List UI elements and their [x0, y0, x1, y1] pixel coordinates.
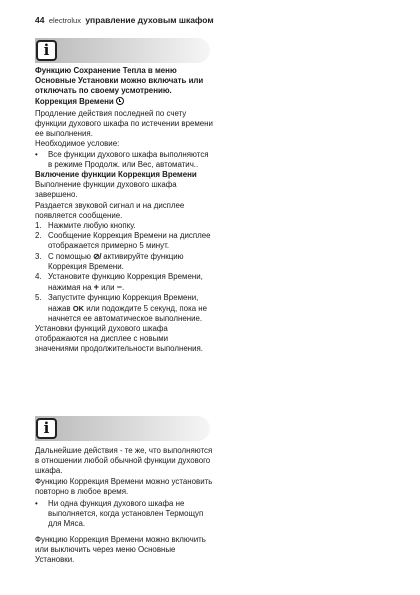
or-text: или — [101, 283, 115, 293]
step-number: 4. — [35, 272, 42, 282]
completed-text-1: Выполнение функции духового шкафа завершено. — [35, 180, 177, 200]
step-text: Нажмите любую кнопку. — [48, 221, 136, 231]
section-title: управление духовым шкафом — [85, 15, 214, 25]
list-item — [35, 150, 213, 170]
completed-text-2: Раздается звуковой сигнал и на дисплее появляется сообщение. — [35, 200, 185, 220]
note-2-paragraph-3: Функцию Коррекция Времени можно включить или выключить через меню Основные Установки. — [35, 534, 206, 565]
step-text-after: . — [122, 283, 125, 293]
info-icon: i — [36, 40, 57, 61]
condition-label: Необходимое условие: — [35, 139, 120, 149]
note-2-paragraph-1: Дальнейшие действия - те же, что выполняются в отношении любой обычной функции духового шкафа. — [35, 446, 213, 476]
info-note-band-2 — [35, 416, 210, 441]
list-item — [35, 252, 213, 272]
note-2-list — [35, 499, 213, 530]
bullet-icon: • — [35, 149, 38, 159]
step-text-after: или подождите 5 секунд, пока не начнется ее автоматическое выполнение. — [48, 303, 208, 323]
condition-bullet-text: Все функции духового шкафа выполняются в режиме Продолж. или Вес, автоматич.. — [48, 149, 209, 169]
note-1-text: Функцию Сохранение Тепла в меню Основные Установки можно включать или отключать по своему усмотрению. — [35, 66, 204, 96]
plus-icon: + — [93, 282, 99, 293]
info-note-band-1 — [35, 38, 210, 63]
list-item — [35, 221, 213, 231]
list-item — [35, 272, 213, 293]
note-2-paragraph-2: Функцию Коррекция Времени можно установить повторно в любое время. — [35, 476, 213, 496]
steps-list — [35, 221, 213, 324]
page-number: 44 — [35, 15, 45, 25]
step-number: 5. — [35, 293, 42, 303]
step-number: 2. — [35, 231, 42, 241]
note-2-content — [35, 446, 213, 565]
bullet-icon: • — [35, 499, 38, 509]
ok-icon: OK — [72, 303, 85, 313]
step-number: 1. — [35, 221, 42, 231]
settings-note: Установки функций духового шкафа отображаются на дисплее с новыми значениями продолжительности выполнения. — [35, 324, 203, 354]
list-item — [35, 293, 213, 324]
list-item — [35, 231, 213, 251]
timer-icon: ⊘/ — [93, 251, 102, 261]
time-correction-heading — [35, 97, 213, 107]
step-number: 3. — [35, 251, 42, 261]
list-item — [35, 499, 213, 530]
minus-icon: − — [116, 282, 123, 293]
info-icon: i — [36, 418, 57, 439]
page-header — [35, 15, 214, 25]
step-text-before: Запустите функцию Коррекция Времени, нажав — [48, 293, 199, 313]
note-2-bullet-text: Ни одна функция духового шкафа не выполняется, когда установлен Термощуп для Мяса. — [48, 499, 204, 529]
step-text: Сообщение Коррекция Времени на дисплее отображается примерно 5 минут. — [48, 231, 211, 251]
main-content — [35, 66, 213, 355]
step-text-before: С помощью — [48, 251, 91, 261]
condition-list — [35, 150, 213, 170]
enable-heading: Включение функции Коррекция Времени — [35, 170, 197, 180]
clock-icon — [116, 97, 124, 105]
brand-name: electrolux — [48, 16, 81, 25]
heading-label: Коррекция Времени — [35, 96, 114, 106]
time-correction-intro: Продление действия последней по счету функции духового шкафа по истечении времени ее выполнения. — [35, 108, 213, 139]
step-text-after: активируйте функцию Коррекция Времени. — [48, 251, 184, 271]
step-text-before: Установите функцию Коррекция Времени, нажимая на — [48, 272, 203, 293]
